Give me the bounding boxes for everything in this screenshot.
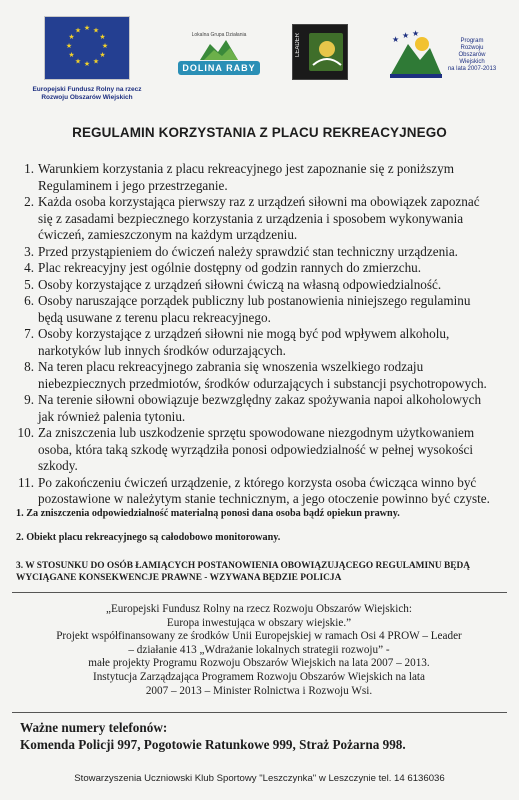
leader-text: LEADER — [295, 33, 301, 58]
cofunding-line: Instytucja Zarządzająca Programem Rozwoju Obszarów Wiejskich na lata — [92, 670, 426, 683]
svg-text:★: ★ — [412, 30, 420, 38]
leader-emblem-icon — [307, 31, 345, 73]
svg-text:★: ★ — [68, 51, 75, 59]
rule-line: Przed przystąpieniem do ćwiczeń należy sprawdzić stan techniczny urządzenia. — [38, 243, 458, 259]
prow-caption-line: Obszarów — [458, 52, 486, 58]
eu-flag-logo — [44, 16, 130, 80]
svg-text:★: ★ — [92, 57, 100, 66]
leader-logo — [292, 24, 348, 80]
mountains-icon — [200, 38, 238, 62]
svg-text:★: ★ — [74, 26, 82, 35]
rule-item — [14, 425, 514, 475]
rules-list — [14, 161, 514, 508]
note-line: WYCIĄGANE KONSEKWENCJE PRAWNE - WZYWANA BĘDZIE POLICJA — [16, 573, 342, 583]
rule-number: 2. — [24, 194, 34, 209]
note-liability: 1. Za zniszczenia odpowiedzialność materialną ponosi dana osoba bądź opiekun prawny. — [16, 508, 400, 519]
rule-line: Osoby naruszające porządek publiczny lub postanowienia niniejszego regulaminu — [38, 293, 471, 308]
rule-number: 5. — [24, 276, 34, 292]
svg-text:★: ★ — [65, 42, 73, 50]
rule-number: 8. — [24, 359, 34, 374]
prow-caption — [446, 38, 498, 73]
svg-text:★: ★ — [402, 31, 410, 40]
rule-number: 10. — [17, 425, 34, 440]
rule-number: 4. — [24, 260, 34, 275]
eu-caption-line: Europejski Fundusz Rolny na rzecz — [32, 86, 142, 93]
rule-item — [14, 392, 514, 425]
rule-line: Warunkiem korzystania z placu rekreacyjnego jest zapoznanie się z poniższym — [38, 161, 454, 176]
rule-number: 3. — [24, 243, 34, 259]
rule-item — [14, 326, 514, 359]
dolina-subtitle: Lokalna Grupa Działania — [191, 32, 247, 38]
rule-item — [14, 293, 514, 326]
cofunding-line: „Europejski Fundusz Rolny na rzecz Rozwoju Obszarów Wiejskich: — [106, 603, 412, 615]
divider — [12, 592, 507, 593]
emergency-phones — [20, 720, 510, 753]
rule-line: Każda osoba korzystająca pierwszy raz z urządzeń siłowni ma obowiązek zapoznać — [38, 194, 480, 209]
rule-line: narkotyków lub innych środków odurzających. — [38, 342, 286, 358]
rule-item — [14, 244, 514, 261]
cofunding-line: Europa inwestująca w obszary wiejskie.” — [166, 616, 352, 629]
divider — [12, 712, 507, 713]
cofunding-line: – działanie 413 „Wdrażanie lokalnych strategii rozwoju” - — [128, 643, 390, 656]
prow-caption-line: na lata 2007-2013 — [447, 66, 497, 72]
rule-number: 6. — [24, 293, 34, 308]
rule-item — [14, 194, 514, 244]
svg-text:★: ★ — [92, 26, 100, 35]
rule-line: jak również palenia tytoniu. — [38, 408, 186, 424]
rule-line: szkody. — [38, 458, 78, 473]
rule-line: Osoby korzystające z urządzeń siłowni ćwiczą na własną odpowiedzialność. — [38, 276, 442, 292]
rule-line: niebezpiecznych przedmiotów, środków odurzających i substancji psychotropowych. — [38, 375, 487, 391]
eu-caption — [22, 86, 152, 102]
logo-bar — [0, 8, 519, 101]
dolina-name: DOLINA RABY — [178, 61, 260, 75]
rule-item — [14, 260, 514, 277]
rule-line: osoba, która taką szkodę wyrządziła ponosi odpowiedzialność w pełnej wysokości — [38, 441, 474, 457]
dolina-raby-logo — [178, 32, 260, 84]
cofunding-line: 2007 – 2013 – Minister Rolnictwa i Rozwoju Wsi. — [145, 684, 373, 697]
rule-line: Za zniszczenia lub uszkodzenie sprzętu spowodowane niezgodnym użytkowaniem — [38, 425, 475, 440]
prow-logo — [386, 30, 496, 82]
rule-line: pozostawione w należytym stanie technicznym, a jego otoczenie powinno być czyste. — [38, 491, 490, 506]
prow-caption-line: Program — [460, 38, 484, 44]
eu-caption-line: Rozwoju Obszarów Wiejskich — [41, 94, 133, 101]
cofunding-notice — [24, 603, 494, 698]
svg-text:★: ★ — [74, 57, 82, 66]
svg-text:★: ★ — [83, 60, 91, 68]
note-consequences — [16, 560, 512, 584]
rule-item — [14, 475, 514, 508]
rule-line: Na teren placu rekreacyjnego zabrania się wnoszenia wszelkiego rodzaju — [38, 359, 424, 374]
footer-contact: Stowarzyszenia Uczniowski Klub Sportowy "Leszczynka" w Leszczynie tel. 14 6136036 — [74, 773, 445, 784]
svg-text:★: ★ — [392, 35, 400, 44]
phones-heading: Ważne numery telefonów: — [20, 720, 168, 735]
prow-caption-line: Wiejskich — [459, 59, 485, 65]
rule-line: się z zasadami bezpiecznego korzystania z urządzenia i sposobem wykonywania — [38, 210, 464, 226]
note-line: 3. W STOSUNKU DO OSÓB ŁAMIĄCYCH POSTANOWIENIA OBOWIĄZUJĄCEGO REGULAMINU BĘDĄ — [16, 561, 471, 571]
svg-text:★: ★ — [68, 33, 75, 41]
rule-item — [14, 161, 514, 194]
rule-number: 1. — [24, 161, 34, 176]
rule-item — [14, 359, 514, 392]
rule-line: Plac rekreacyjny jest ogólnie dostępny od godzin rannych do zmierzchu. — [38, 260, 422, 275]
svg-text:★: ★ — [83, 24, 91, 32]
rule-line: Osoby korzystające z urządzeń siłowni nie mogą być pod wpływem alkoholu, — [38, 326, 450, 341]
rule-line: będą usuwane z terenu placu rekreacyjnego. — [38, 309, 271, 325]
cofunding-line: małe projekty Programu Rozwoju Obszarów Wiejskich na lata 2007 – 2013. — [88, 657, 430, 670]
rule-line: Regulaminem i jego przestrzeganie. — [38, 177, 228, 193]
svg-text:★: ★ — [99, 51, 106, 59]
prow-caption-line: Rozwoju — [460, 45, 484, 51]
page-title: REGULAMIN KORZYSTANIA Z PLACU REKREACYJNEGO — [72, 125, 447, 140]
rule-number: 9. — [24, 392, 34, 407]
cofunding-line: Projekt współfinansowany ze środków Unii Europejskiej w ramach Osi 4 PROW – Leader — [56, 630, 462, 643]
svg-text:★: ★ — [99, 33, 106, 41]
rule-line: ćwiczeń, zamieszczonym na każdym urządzeniu. — [38, 227, 298, 242]
phones-numbers: Komenda Policji 997, Pogotowie Ratunkowe 999, Straż Pożarna 998. — [20, 736, 406, 752]
rule-item — [14, 277, 514, 294]
rule-line: Na terenie siłowni obowiązuje bezwzględny zakaz spożywania napoi alkoholowych — [38, 392, 482, 407]
prow-emblem-icon — [386, 30, 444, 82]
rule-number: 7. — [24, 326, 34, 341]
note-monitoring: 2. Obiekt placu rekreacyjnego są całodobowo monitorowany. — [16, 532, 281, 543]
rule-number: 11. — [18, 474, 34, 490]
rule-line: Po zakończeniu ćwiczeń urządzenie, z którego korzysta osoba ćwicząca winno być — [38, 474, 477, 490]
eu-stars-icon — [45, 17, 129, 79]
svg-text:★: ★ — [101, 42, 109, 50]
